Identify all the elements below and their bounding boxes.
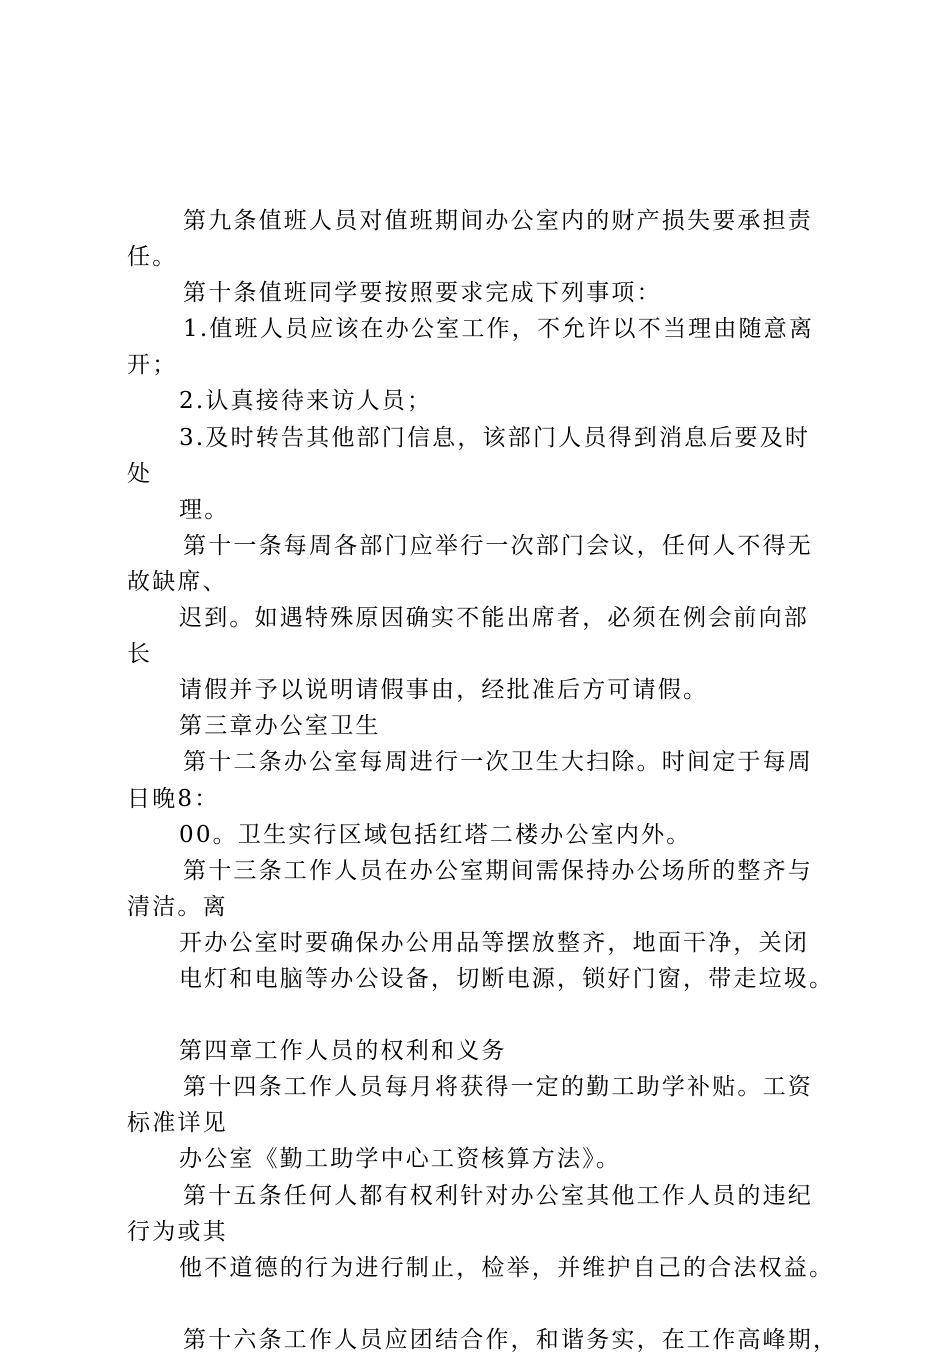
chapter-heading: 第三章办公室卫生 [179, 713, 381, 740]
text-line: 长 [127, 641, 153, 668]
blank-line [127, 997, 847, 1033]
chapter-heading: 第四章工作人员的权利和义务 [179, 1038, 507, 1065]
text-line: 第九条值班人员对值班期间办公室内的财产损失要承担责 [183, 208, 813, 234]
text-line: 00。卫生实行区域包括红塔二楼办公室内外。 [179, 821, 692, 848]
text-line: 任。 [127, 244, 178, 271]
blank-line [127, 1286, 847, 1322]
text-line: 第十六条工作人员应团结合作，和谐务实，在工作高峰期， [183, 1326, 839, 1353]
text-line: 第十三条工作人员在办公室期间需保持办公场所的整齐与 [183, 857, 813, 884]
text-line: 第十四条工作人员每月将获得一定的勤工助学补贴。工资 [183, 1074, 813, 1101]
text-line: 日晚8： [127, 785, 220, 812]
text-line: 标准详见 [127, 1110, 228, 1137]
text-line: 他不道德的行为进行制止，检举，并维护自己的合法权益。 [179, 1254, 835, 1281]
text-line: 迟到。如遇特殊原因确实不能出席者，必须在例会前向部 [179, 605, 809, 632]
text-line: 开办公室时要确保办公用品等摆放整齐，地面干净，关闭 [179, 929, 809, 956]
text-line: 1.值班人员应该在办公室工作，不允许以不当理由随意离 [183, 316, 815, 343]
text-line: 开； [127, 352, 178, 379]
document-body [127, 203, 847, 1358]
text-line: 请假并予以说明请假事由，经批准后方可请假。 [179, 677, 709, 704]
text-line: 处 [127, 460, 153, 487]
text-line: 第十条值班同学要按照要求完成下列事项： [183, 280, 662, 307]
text-line: 理。 [179, 496, 230, 523]
text-line: 清洁。离 [127, 893, 228, 920]
text-line: 3.及时转告其他部门信息，该部门人员得到消息后要及时 [179, 424, 811, 451]
text-line: 故缺席、 [127, 568, 228, 595]
text-line: 第十一条每周各部门应举行一次部门会议，任何人不得无 [183, 532, 813, 559]
text-line: 行为或其 [127, 1218, 228, 1245]
text-line: 2.认真接待来访人员； [179, 388, 433, 415]
text-line: 第十二条办公室每周进行一次卫生大扫除。时间定于每周 [183, 749, 813, 776]
text-line: 第十五条任何人都有权利针对办公室其他工作人员的违纪 [183, 1182, 813, 1209]
text-line: 办公室《勤工助学中心工资核算方法》。 [179, 1146, 622, 1173]
text-line: 电灯和电脑等办公设备，切断电源，锁好门窗，带走垃圾。 [179, 965, 835, 992]
